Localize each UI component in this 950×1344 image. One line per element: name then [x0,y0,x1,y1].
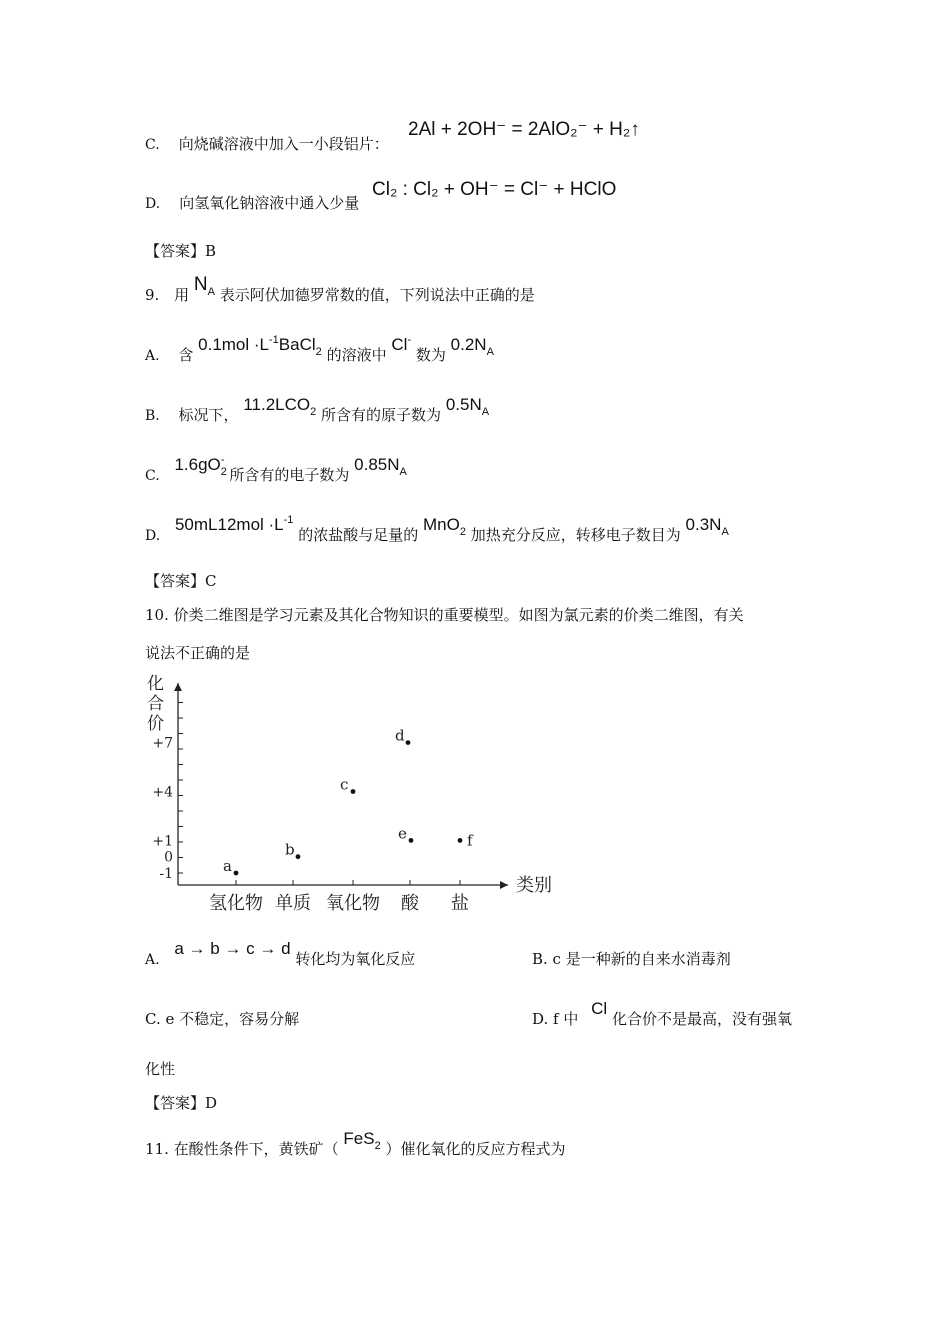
q9-option-a [145,334,494,368]
q10-stem-line2: 说法不正确的是 [145,644,251,662]
q9-option-d [145,514,729,548]
data-point-f [458,838,463,843]
x-tick-label: 氢化物 [209,893,263,914]
x-tick-label: 酸 [401,893,419,914]
data-label-e: e [398,824,407,843]
option-text: 所含有的电子数为 [229,466,350,484]
option-text: 化合价不是最高，没有强氧 [611,1010,792,1028]
option-text: 数为 [415,346,446,364]
q10-option-a [145,939,416,969]
y-tick-label: +4 [152,784,173,801]
x-axis-label: 类别 [516,875,552,896]
option-label: D. [145,528,161,544]
option-text: 向烧碱溶液中加入一小段铝片： [178,135,389,153]
option-text: 转化均为氧化反应 [295,950,416,968]
mass-formula: $1.6gO_2^-$ [174,454,227,478]
q9-option-c [145,454,407,488]
stem-text: 用 [174,286,190,304]
mno2-formula: MnO$_2$ [423,515,466,538]
data-point-e [409,838,414,843]
ion-formula: Cl- [391,334,412,354]
option-text: 加热充分反应，转移电子数目为 [470,526,681,544]
q9-answer: 【答案】C [145,572,217,590]
q10-option-d-continued: 化性 [145,1060,176,1078]
y-tick-label: -1 [159,866,173,882]
data-label-b: b [285,840,295,859]
q10-option-c: C. e 不稳定，容易分解 [145,1010,300,1028]
option-label: D. [145,196,161,212]
acid-formula: $50mL12mol \cdot L^{-1}$ [174,514,294,534]
na-value: $0.85N_A$ [354,455,407,478]
option-label: D. f 中 [532,1010,579,1028]
data-label-f: f [467,831,473,850]
stem-text: 表示阿伏加德罗常数的值，下列说法中正确的是 [219,286,535,304]
volume-formula: $11.2LCO_2$ [243,395,317,418]
q10-stem-line1: 10. 价类二维图是学习元素及其化合物知识的重要模型。如图为氯元素的价类二维图，有关 [145,606,744,624]
q8-option-c [145,133,389,154]
q8-option-c-formula: 2Al + 2OH⁻ = 2AlO₂⁻ + H₂↑ [408,119,640,140]
na-symbol: $N_A$ [193,274,215,298]
data-label-c: c [340,775,349,794]
option-text: 所含有的原子数为 [321,406,442,424]
y-tick-label: 0 [164,849,173,866]
q10-option-b: B. c 是一种新的自来水消毒剂 [532,950,731,968]
q9-stem [145,274,535,308]
valence-category-chart [140,665,580,920]
data-point-a [234,871,239,876]
y-axis-label: 合 [147,694,164,714]
data-point-b [296,854,301,859]
q8-answer: 【答案】B [145,242,217,260]
q10-answer: 【答案】D [145,1094,218,1112]
q10-option-d [532,999,792,1029]
q9-option-b [145,395,490,428]
x-axis-arrow [500,881,508,889]
option-text: 的浓盐酸与足量的 [298,526,419,544]
na-value: $0.3N_A$ [685,515,729,538]
option-text: 含 [178,346,194,364]
data-label-a: a [223,857,232,875]
q8-option-d [145,192,359,213]
option-text: 标况下， [178,406,239,424]
option-label: A. [145,952,160,968]
q8-option-d-formula: Cl₂ : Cl₂ + OH⁻ = Cl⁻ + HClO [372,179,617,200]
x-tick-label: 盐 [451,893,469,914]
data-point-c [351,789,356,794]
option-text: 的溶液中 [326,346,387,364]
x-tick-label: 单质 [275,893,311,914]
fes2-formula: FeS$_2$ [343,1129,381,1152]
option-text: 向氢氧化钠溶液中通入少量 [179,194,360,212]
y-axis-arrow [174,683,182,691]
y-axis-label: 化 [147,674,164,694]
data-point-d [406,740,411,745]
stem-text: 11. 在酸性条件下，黄铁矿（ [145,1140,339,1158]
y-axis-label: 价 [147,714,164,734]
stem-text: ）催化氧化的反应方程式为 [385,1140,566,1158]
option-label: B. [145,408,160,424]
y-tick-label: +7 [152,735,173,752]
question-number: 9. [145,286,160,304]
y-tick-label: +1 [152,833,173,850]
data-label-d: d [395,726,405,745]
option-label: A. [145,348,160,364]
na-value: $0.2N_A$ [450,335,494,358]
x-tick-label: 氧化物 [326,893,380,914]
cl-symbol: Cl [591,999,608,1018]
conversion-chain: a → b → c → d [174,939,291,958]
na-value: $0.5N_A$ [445,395,490,418]
q11-stem [145,1129,566,1162]
concentration-formula: $0.1mol \cdot L^{-1}BaCl_2$ [198,334,322,358]
option-label: C. [145,468,160,484]
option-label: C. [145,137,160,153]
